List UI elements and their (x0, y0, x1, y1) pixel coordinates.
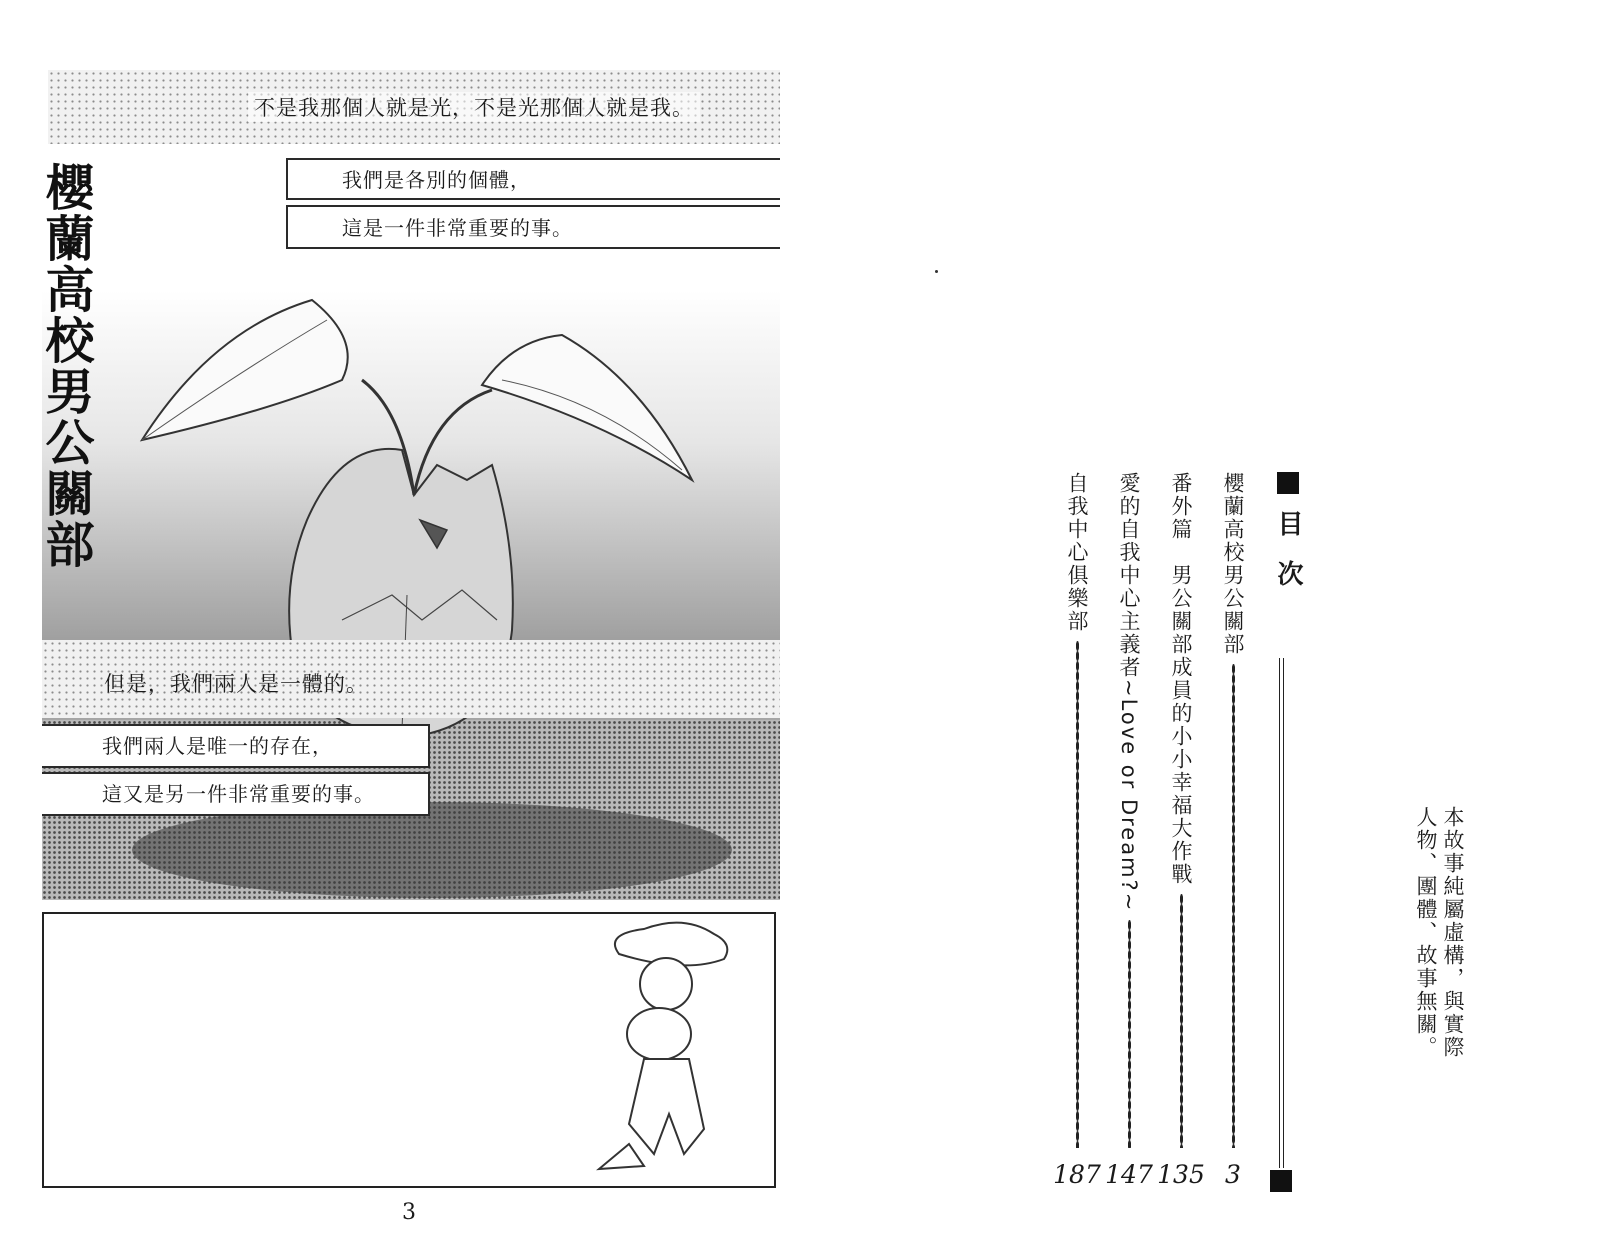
caption-box-1: 我們是各別的個體， (286, 158, 780, 200)
toc-dot-leader (1076, 641, 1079, 1148)
print-speck (935, 270, 938, 273)
toc-dot-leader (1232, 664, 1235, 1148)
toc-rule-end (1270, 1170, 1292, 1192)
toc-heading (1268, 472, 1308, 610)
toc-entry[interactable] (1217, 472, 1249, 1192)
toc-dot-leader (1128, 920, 1131, 1148)
caption-box-4: 這又是另一件非常重要的事。 (42, 772, 430, 816)
toc-entry-title: 番外篇 男公關部成員的小小幸福大作戰 (1169, 472, 1193, 886)
toc-dot-leader (1180, 894, 1183, 1148)
caption-box-2: 這是一件非常重要的事。 (286, 205, 780, 249)
toc-entry[interactable] (1053, 472, 1101, 1192)
page-number: 3 (402, 1200, 416, 1225)
toc-entry-title: 櫻蘭高校男公關部 (1221, 472, 1245, 656)
series-title: 櫻蘭高校男公關部 (38, 162, 95, 570)
toc-entry-page: 135 (1157, 1160, 1205, 1189)
toc-entry-title: 自我中心俱樂部 (1065, 472, 1089, 633)
square-bullet-icon (1277, 472, 1299, 494)
fiction-disclaimer: 本故事純屬虛構，與實際人物、團體、故事無關。 (1414, 806, 1465, 1059)
toc-entry[interactable] (1105, 472, 1153, 1192)
caption-box-3: 我們兩人是唯一的存在， (42, 724, 430, 768)
toc-entry-page: 147 (1105, 1160, 1153, 1189)
top-dotted-band (48, 70, 780, 144)
toc-double-rule (1279, 658, 1284, 1168)
toc-entry[interactable] (1157, 472, 1205, 1192)
opening-line: 不是我那個人就是光，不是光那個人就是我。 (248, 92, 700, 122)
square-bullet-icon (1270, 1170, 1292, 1192)
toc-entry-page: 3 (1225, 1160, 1241, 1189)
toc-heading-text: 目次 (1273, 510, 1303, 610)
toc-entry-title: 愛的自我中心主義者~Love or Dream?~ (1117, 472, 1141, 913)
bottom-panel (42, 912, 776, 1188)
chibi-character-with-pig-drawing (44, 914, 774, 1186)
middle-dotted-band (42, 640, 780, 718)
middle-line: 但是，我們兩人是一體的。 (104, 672, 368, 696)
toc-entry-page: 187 (1053, 1160, 1101, 1189)
